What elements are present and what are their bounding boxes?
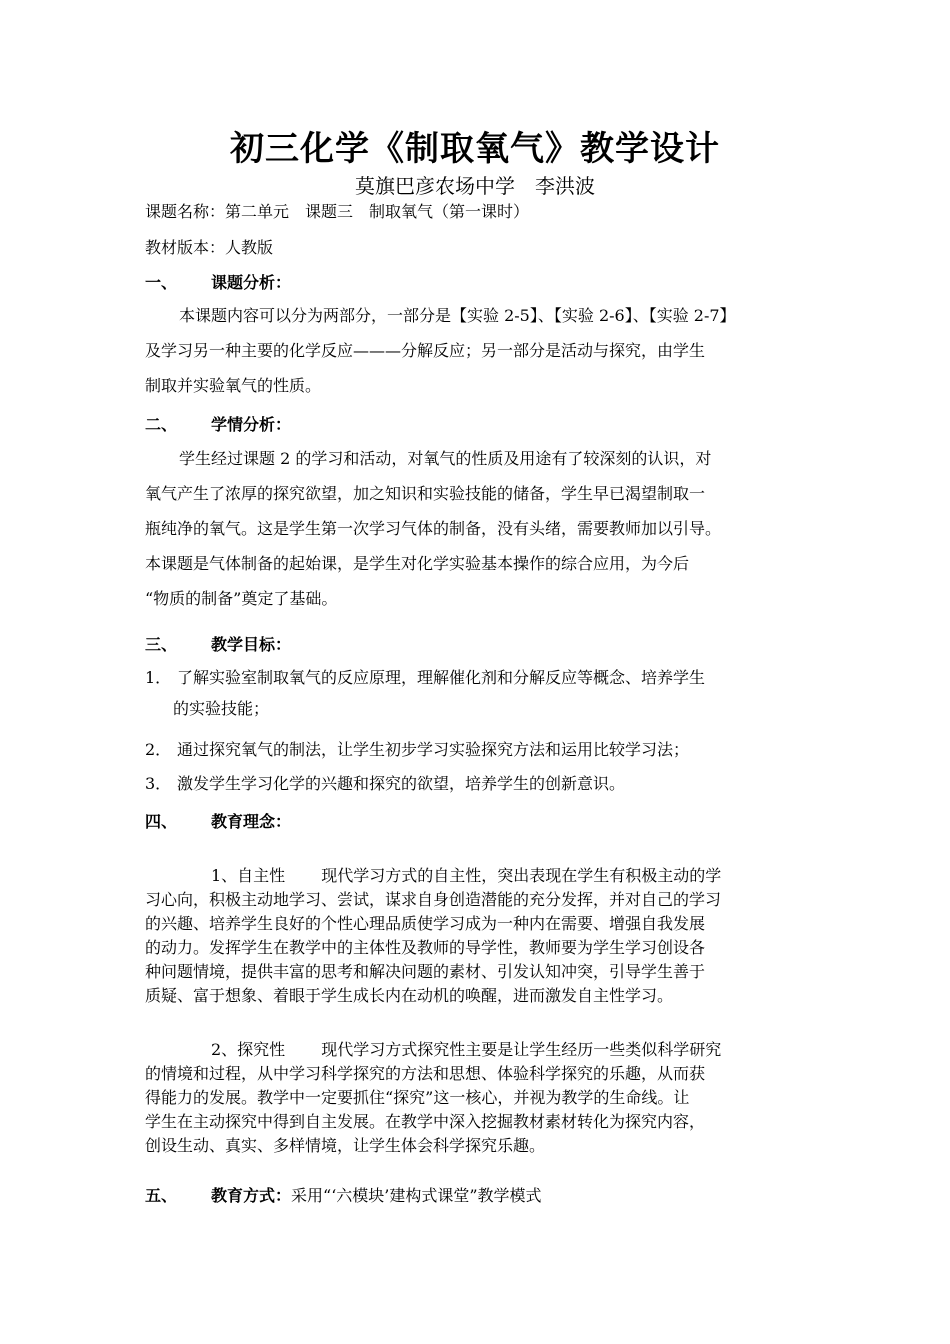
paragraph-line: 的兴趣、培养学生良好的个性心理品质使学习成为一种内在需要、增强自我发展 bbox=[145, 914, 706, 933]
paragraph-line: 及学习另一种主要的化学反应———分解反应；另一部分是活动与探究，由学生 bbox=[145, 341, 706, 360]
section-title: 课题分析： bbox=[211, 273, 292, 292]
goal-text-continued: 的实验技能； bbox=[173, 699, 270, 718]
section-title: 教育方式： bbox=[211, 1186, 292, 1205]
section-title: 教学目标： bbox=[211, 635, 292, 654]
section-title: 学情分析： bbox=[211, 415, 292, 434]
paragraph-line: 创设生动、真实、多样情境，让学生体会科学探究乐趣。 bbox=[145, 1136, 546, 1155]
paragraph-line: 得能力的发展。教学中一定要抓住“探究”这一核心，并视为教学的生命线。让 bbox=[145, 1088, 690, 1107]
section-number: 二、 bbox=[145, 415, 178, 434]
topic-name: 课题名称：第二单元 课题三 制取氧气（第一课时） bbox=[145, 202, 530, 221]
student-analysis-paragraph bbox=[145, 441, 807, 616]
topic-analysis-paragraph bbox=[145, 298, 807, 403]
textbook-edition: 教材版本：人教版 bbox=[145, 238, 274, 257]
goal-item-2 bbox=[145, 734, 807, 765]
author-line: 莫旗巴彦农场中学 李洪波 bbox=[355, 174, 595, 198]
section-heading-4 bbox=[145, 810, 291, 834]
goal-number: 3． bbox=[145, 774, 172, 793]
goal-item-3 bbox=[145, 768, 807, 799]
paragraph-line: 1、自主性 现代学习方式的自主性，突出表现在学生有积极主动的学 bbox=[211, 866, 722, 885]
concept-label: 2、探究性 bbox=[211, 1040, 286, 1059]
paragraph-line: 氧气产生了浓厚的探究欲望，加之知识和实验技能的储备，学生早已渴望制取一 bbox=[145, 484, 706, 503]
concept-autonomy-paragraph bbox=[145, 864, 807, 1008]
section-number: 四、 bbox=[145, 812, 178, 831]
paragraph-line: 瓶纯净的氧气。这是学生第一次学习气体的制备，没有头绪，需要教师加以引导。 bbox=[145, 519, 722, 538]
teaching-method-text: 采用“‘六模块’建构式课堂”教学模式 bbox=[291, 1186, 542, 1205]
paragraph-line: 2、探究性 现代学习方式探究性主要是让学生经历一些类似科学研究 bbox=[211, 1040, 722, 1059]
goal-text: 通过探究氧气的制法，让学生初步学习实验探究方法和运用比较学习法； bbox=[177, 740, 690, 759]
section-number: 一、 bbox=[145, 273, 178, 292]
goal-text: 激发学生学习化学的兴趣和探究的欲望，培养学生的创新意识。 bbox=[177, 774, 626, 793]
goal-text: 了解实验室制取氧气的反应原理，理解催化剂和分解反应等概念、培养学生 bbox=[177, 668, 706, 687]
section-heading-1 bbox=[145, 271, 291, 295]
document-title: 初三化学《制取氧气》教学设计 bbox=[230, 129, 720, 169]
section-number: 五、 bbox=[145, 1186, 178, 1205]
paragraph-line: 的动力。发挥学生在教学中的主体性及教师的导学性，教师要为学生学习创设各 bbox=[145, 938, 706, 957]
paragraph-line: 习心向，积极主动地学习、尝试，谋求自身创造潜能的充分发挥，并对自己的学习 bbox=[145, 890, 722, 909]
section-heading-5 bbox=[145, 1184, 542, 1208]
section-heading-3 bbox=[145, 633, 291, 657]
goal-number: 2． bbox=[145, 740, 172, 759]
paragraph-line: 种问题情境，提供丰富的思考和解决问题的素材、引发认知冲突，引导学生善于 bbox=[145, 962, 706, 981]
paragraph-line: 制取并实验氧气的性质。 bbox=[145, 376, 322, 395]
section-heading-2 bbox=[145, 413, 291, 437]
paragraph-line: 质疑、富于想象、着眼于学生成长内在动机的唤醒，进而激发自主性学习。 bbox=[145, 986, 674, 1005]
paragraph-line: 学生经过课题 2 的学习和活动，对氧气的性质及用途有了较深刻的认识，对 bbox=[179, 449, 712, 468]
section-number: 三、 bbox=[145, 635, 178, 654]
goal-item-1 bbox=[145, 662, 807, 724]
goal-number: 1． bbox=[145, 668, 172, 687]
concept-label: 1、自主性 bbox=[211, 866, 286, 885]
paragraph-line: 学生在主动探究中得到自主发展。在教学中深入挖掘教材素材转化为探究内容， bbox=[145, 1112, 706, 1131]
concept-inquiry-paragraph bbox=[145, 1038, 807, 1158]
paragraph-line: 本课题是气体制备的起始课，是学生对化学实验基本操作的综合应用，为今后 bbox=[145, 554, 690, 573]
paragraph-line: 本课题内容可以分为两部分，一部分是【实验 2-5】、【实验 2-6】、【实验 2-7】 bbox=[179, 306, 736, 325]
paragraph-line: 的情境和过程，从中学习科学探究的方法和思想、体验科学探究的乐趣，从而获 bbox=[145, 1064, 706, 1083]
section-title: 教育理念： bbox=[211, 812, 292, 831]
paragraph-line: “物质的制备”奠定了基础。 bbox=[145, 589, 338, 608]
